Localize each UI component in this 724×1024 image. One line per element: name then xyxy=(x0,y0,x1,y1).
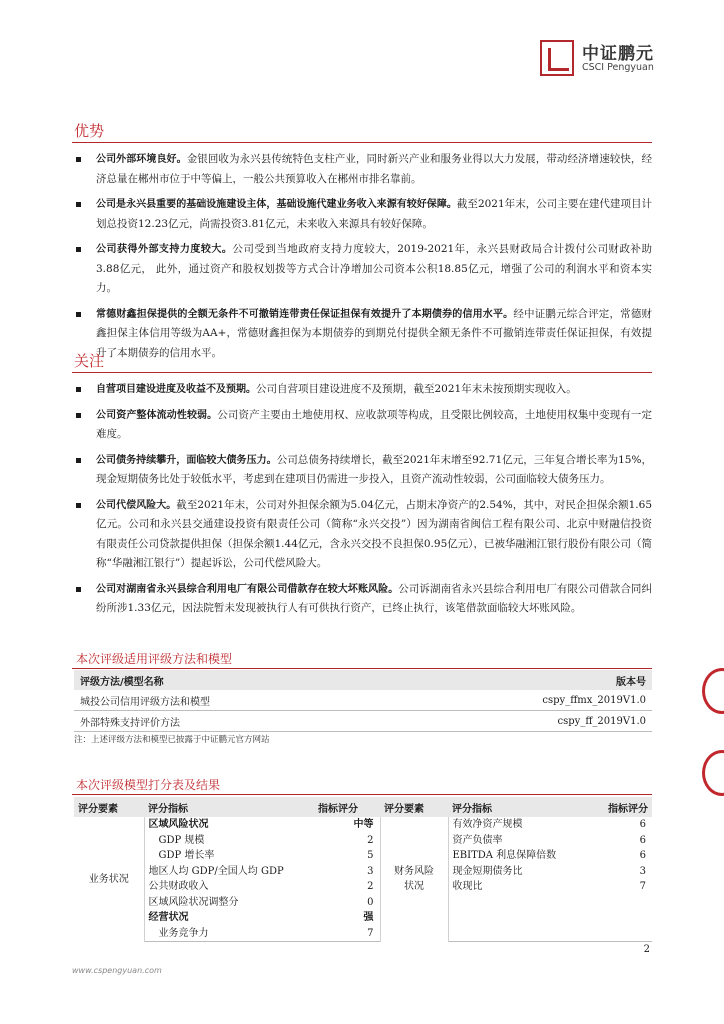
company-logo xyxy=(540,38,690,78)
left-score: 7 xyxy=(314,926,380,942)
right-indicator: EBITDA 利息保障倍数 xyxy=(452,850,557,862)
table-row xyxy=(74,926,652,942)
right-score: 6 xyxy=(639,819,646,831)
table-row xyxy=(74,833,652,849)
empty-cell xyxy=(588,926,652,942)
header-cell: 评分要素 xyxy=(74,797,144,817)
list-item xyxy=(74,496,652,574)
table-header-row xyxy=(74,670,652,690)
footer-website: www.cspengyuan.com xyxy=(72,966,162,975)
list-item xyxy=(74,451,652,490)
item-text: 公司资产主要由土地使用权、应收款项等构成，且受限比例较高，土地使用权集中变现有一定难度。 xyxy=(96,408,653,440)
seal-stamp-icon xyxy=(702,750,724,796)
item-lead: 公司代偿风险大。 xyxy=(96,499,177,511)
item-text: 公司总债务持续增长，截至2021年末增至92.71亿元，三年复合增长率为15%，现金短期债务比处于较低水平，考虑到在建项目仍需进一步投入，且资产流动性较弱，公司面临较大债务压力。 xyxy=(96,453,652,485)
item-lead: 自营项目建设进度及收益不及预期。 xyxy=(96,384,256,395)
left-indicator: 地区人均 GDP/全国人均 GDP xyxy=(148,865,284,877)
right-score: 6 xyxy=(639,850,646,862)
method-version: cspy_ff_2019V1.0 xyxy=(393,711,652,732)
item-lead: 常德财鑫担保提供的全额无条件不可撤销连带责任保证担保有效提升了本期债券的信用水平。 xyxy=(96,308,514,320)
methods-title: 本次评级适用评级方法和模型 xyxy=(76,652,233,666)
right-score: 6 xyxy=(639,834,646,846)
right-indicator: 收现比 xyxy=(452,881,483,893)
col-version: 版本号 xyxy=(393,670,652,690)
concerns-rule xyxy=(72,372,652,373)
right-indicator: 资产负债率 xyxy=(452,834,503,846)
item-lead: 公司外部环境良好。 xyxy=(96,154,187,165)
right-score: 3 xyxy=(639,865,646,877)
list-item xyxy=(74,150,652,189)
table-row xyxy=(74,895,652,911)
logo-english-name: CSCI Pengyuan xyxy=(582,62,654,73)
table-row xyxy=(74,910,652,926)
methods-table xyxy=(74,670,652,732)
item-text: 公司诉湖南省永兴县综合利用电厂有限公司借款合同纠纷所涉1.33亿元，因法院暂未发现被执行人有可供执行资产，已终止执行，该笔借款面临较大坏账风险。 xyxy=(96,582,653,614)
item-text: 截至2021年末，公司主要在建代建项目计划总投资12.23亿元，尚需投资3.81亿元，未来收入来源具有较好保障。 xyxy=(96,198,653,230)
left-indicator: 经营状况 xyxy=(148,912,189,924)
method-version: cspy_ffmx_2019V1.0 xyxy=(393,690,652,711)
list-item xyxy=(74,195,652,234)
empty-cell xyxy=(588,910,652,926)
left-score: 中等 xyxy=(314,817,380,833)
table-row xyxy=(74,817,652,833)
list-item xyxy=(74,580,652,619)
table-row xyxy=(74,879,652,895)
list-item xyxy=(74,240,652,299)
left-score: 强 xyxy=(314,910,380,926)
left-group-label: 业务状况 xyxy=(74,817,144,942)
item-lead: 公司是永兴县重要的基础设施建设主体，基础设施代建业务收入来源有较好保障。 xyxy=(96,199,457,210)
empty-cell xyxy=(448,910,588,926)
left-indicator: 业务竞争力 xyxy=(144,926,314,942)
item-text: 公司受到当地政府支持力度较大，2019-2021年，永兴县财政局合计拨付公司财政补助3.88亿元， 此外，通过资产和股权划拨等方式合计净增加公司资本公积18.85亿元，增强了公司的利润水平和资本实力。 xyxy=(96,243,652,294)
methods-note: 注：上述评级方法和模型已披露于中证鹏元官方网站 xyxy=(74,735,270,745)
left-indicator: GDP 增长率 xyxy=(158,850,215,862)
item-lead: 公司获得外部支持力度较大。 xyxy=(96,244,233,255)
advantages-rule xyxy=(72,142,652,143)
item-text: 公司自营项目建设进度不及预期，截至2021年末未按预期实现收入。 xyxy=(256,383,577,395)
right-group-line2: 状况 xyxy=(404,881,424,893)
left-indicator: GDP 规模 xyxy=(158,834,205,846)
header-cell: 评分指标 xyxy=(448,797,588,817)
left-score: 2 xyxy=(314,879,380,895)
right-indicator: 现金短期债务比 xyxy=(452,865,523,877)
header-cell: 评分指标 xyxy=(144,797,314,817)
scores-title: 本次评级模型打分表及结果 xyxy=(76,778,221,792)
header-cell: 指标评分 xyxy=(588,797,652,817)
empty-cell xyxy=(588,895,652,911)
left-score: 2 xyxy=(314,833,380,849)
table-row xyxy=(74,690,652,711)
methods-rule xyxy=(72,668,652,669)
list-item xyxy=(74,406,652,445)
empty-cell xyxy=(448,926,588,942)
logo-icon xyxy=(540,40,574,76)
left-indicator: 公共财政收入 xyxy=(148,881,209,893)
scores-table xyxy=(74,797,652,942)
table-row xyxy=(74,864,652,880)
item-text: 金银回收为永兴县传统特色支柱产业，同时新兴产业和服务业得以大力发展，带动经济增速较快，经济总量在郴州市位于中等偏上，一般公共预算收入在郴州市排名靠前。 xyxy=(96,153,653,185)
header-cell: 指标评分 xyxy=(314,797,380,817)
item-text: 经中证鹏元综合评定，常德财鑫担保主体信用等级为AA+，常德财鑫担保为本期债券的到期兑付提供全额无条件不可撤销连带责任保证担保，有效提升了本期债券的信用水平。 xyxy=(96,307,653,359)
left-indicator: 区域风险状况调整分 xyxy=(148,896,239,908)
header-cell: 评分要素 xyxy=(380,797,448,817)
scores-rule xyxy=(72,794,652,795)
list-item xyxy=(74,380,652,400)
item-lead: 公司对湖南省永兴县综合利用电厂有限公司借款存在较大坏账风险。 xyxy=(96,583,399,595)
item-lead: 公司资产整体流动性较弱。 xyxy=(96,409,218,421)
left-score: 3 xyxy=(314,864,380,880)
item-text: 截至2021年末，公司对外担保余额为5.04亿元，占期末净资产的2.54%，其中，对民企担保余额1.65亿元。公司和永兴县交通建设投资有限责任公司（简称“永兴交投”）因为湖南省闽信工程有限公司、北京中财融信投资有限责任公司贷款提供担保（担保余额1.44亿元，含永兴交投不良担保0.95亿元），已被华融湘江银行股份有限公司（简称“华融湘江银行”）提起诉讼，公司代偿风险大。 xyxy=(96,498,653,569)
concerns-title: 关注 xyxy=(74,352,105,370)
advantages-title: 优势 xyxy=(74,122,105,140)
left-score: 0 xyxy=(314,895,380,911)
method-name: 外部特殊支持评价方法 xyxy=(74,711,393,732)
right-group-line1: 财务风险 xyxy=(394,866,434,878)
left-indicator: 区域风险状况 xyxy=(148,819,209,831)
advantages-list xyxy=(74,150,652,369)
right-score: 7 xyxy=(639,881,646,893)
table-row xyxy=(74,848,652,864)
table-row xyxy=(74,711,652,732)
page-number: 2 xyxy=(643,944,650,955)
empty-cell xyxy=(448,895,588,911)
item-lead: 公司债务持续攀升，面临较大债务压力。 xyxy=(96,454,277,466)
concerns-list xyxy=(74,380,652,625)
method-name: 城投公司信用评级方法和模型 xyxy=(74,690,393,711)
right-indicator: 有效净资产规模 xyxy=(452,819,523,831)
logo-chinese-name: 中证鹏元 xyxy=(582,44,654,64)
col-method-name: 评级方法/模型名称 xyxy=(74,670,393,690)
right-group-label xyxy=(380,817,448,942)
seal-stamp-icon xyxy=(702,668,724,714)
list-item xyxy=(74,305,652,364)
table-header-row xyxy=(74,797,652,817)
left-score: 5 xyxy=(314,848,380,864)
